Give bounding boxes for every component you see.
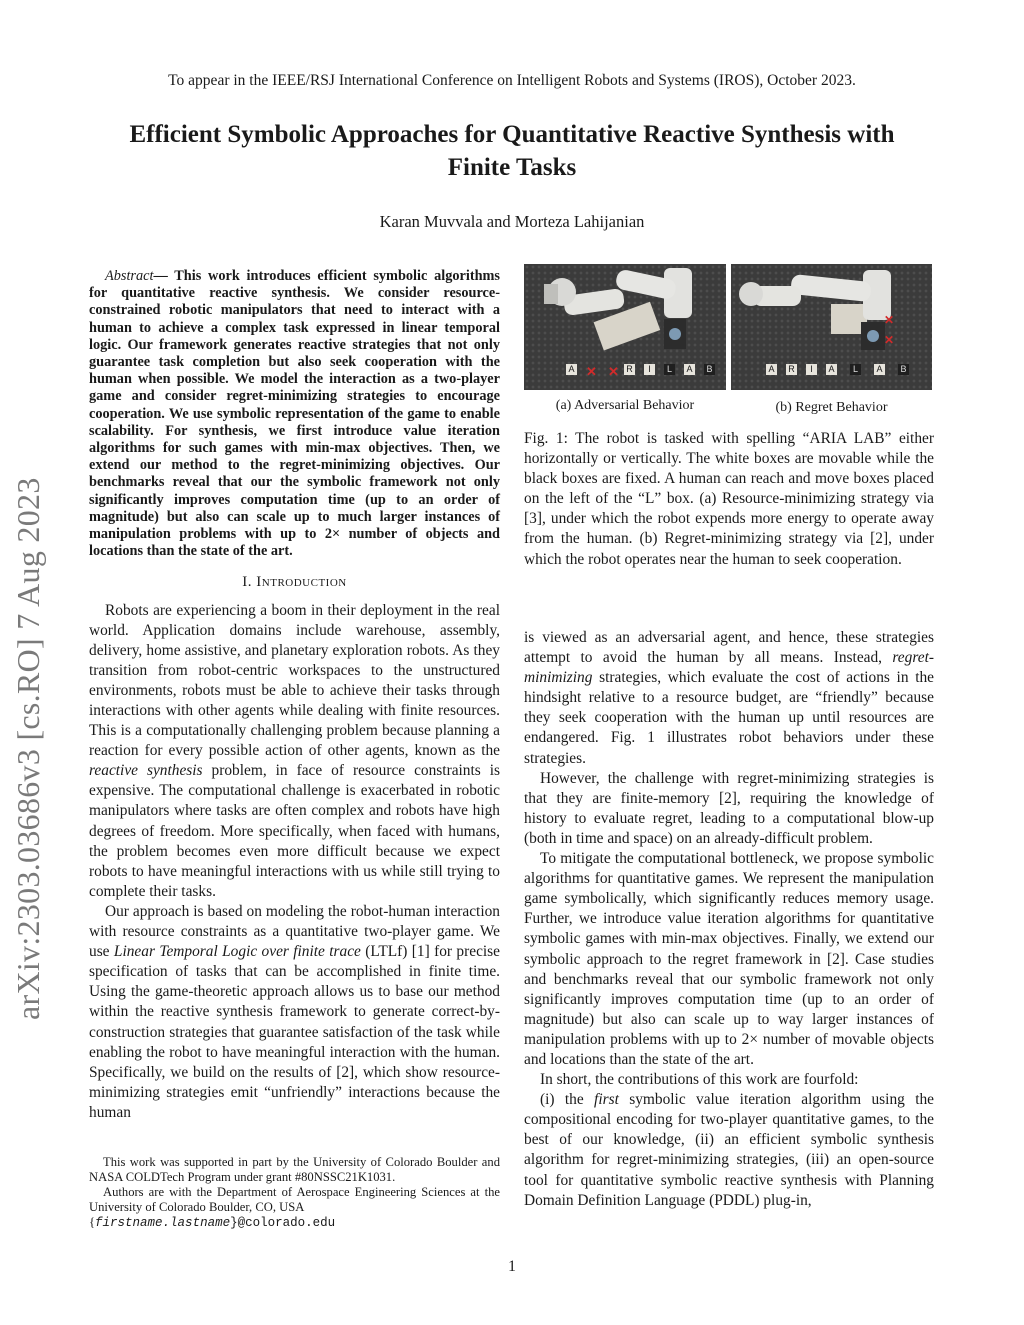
intro-p2-text: Our approach is based on modeling the robot-human interaction with resource constraints as a quantitative two-player game. We use xyxy=(89,902,500,961)
section-title: Introduction xyxy=(256,574,347,591)
page-number: 1 xyxy=(508,1258,516,1275)
right-p5-rest: symbolic value iteration algorithm using the compositional encoding for two-player quantitative games, to the best of our knowledge, (ii) an efficient symbolic synthesis algorithm for regret-minimizing strategies, (iii) an open-source tool for quantitative symbolic reactive synthesis with Planning Domain Definition Language (PDDL) plug-in, xyxy=(524,1091,934,1209)
intro-p2-emphasis: Linear Temporal Logic over finite trace xyxy=(113,943,361,961)
subcaption-b: (b) Regret Behavior xyxy=(775,400,888,415)
right-paragraph-5 xyxy=(524,1090,934,1211)
box-a-5: A xyxy=(684,364,695,375)
right-p1-rest: strategies, which evaluate the cost of actions in the hindsight relative to a resource budget, are “friendly” because they seek cooperation with the human up until resources are endangered. Fig. 1 illustrates robot behaviors under these strategies. xyxy=(524,669,934,767)
x-mark-icon: ✕ xyxy=(608,364,619,379)
conference-note: To appear in the IEEE/RSJ International Conference on Intelligent Robots and Systems (IROS), October 2023. xyxy=(168,72,856,89)
intro-p1-text: Robots are experiencing a boom in their deployment in the real world. Application domains include warehouse, assembly, delivery, home assistive, and planetary exploration robots. As they transition from robot-centric workspaces to the unstructured environments, robots must be able to achieve their tasks through interactions with other agents while dealing with finite resources. This is a computationally challenging problem because planning a reaction for every possible action of other agents, known as the xyxy=(89,601,500,760)
abstract xyxy=(89,268,500,560)
section-number: I. xyxy=(242,574,257,591)
intro-paragraph-2 xyxy=(89,902,500,1123)
letter-boxes-b xyxy=(766,364,926,384)
intro-paragraph-1 xyxy=(89,601,500,902)
authors: Karan Muvvala and Morteza Lahijanian xyxy=(379,212,645,231)
arxiv-identifier: arXiv:2303.03686v3 [cs.RO] 7 Aug 2023 xyxy=(10,477,46,1020)
right-p5-emphasis: first xyxy=(594,1091,619,1109)
right-column xyxy=(524,628,934,1211)
box-b-2: I xyxy=(806,364,817,375)
intro-p1-emphasis: reactive synthesis xyxy=(89,762,203,780)
subcaption-a: (a) Adversarial Behavior xyxy=(555,398,695,413)
box-a-0: A xyxy=(566,364,577,375)
box-b-3: A xyxy=(826,364,837,375)
right-p5-text: (i) the xyxy=(540,1091,584,1109)
x-mark-icon: ✕ xyxy=(884,313,895,327)
left-column xyxy=(89,268,500,1123)
right-paragraph-1 xyxy=(524,628,934,769)
email-line xyxy=(89,1215,335,1229)
x-marks-b xyxy=(884,310,894,350)
email-fields: firstname.lastname xyxy=(95,1216,231,1230)
box-a-2: I xyxy=(644,364,655,375)
x-mark-icon: ✕ xyxy=(586,364,597,379)
abstract-dash: — xyxy=(153,268,175,284)
right-p1-emphasis: regret-minimizing xyxy=(524,649,934,687)
abstract-text: This work introduces efficient symbolic algorithms for quantitative reactive synthesis. We consider resource-constrained robotic manipulators that need to interact with a human to achieve a complex task expressed in linear temporal logic. Our framework generates reactive strategies that not only guarantee task completion but also seek cooperation with the human when possible. We model the interaction as a two-player game and consider regret-minimizing strategies to encourage cooperation. We use symbolic representation of the game to enable scalability. For synthesis, we first introduce value iteration algorithms for such games with min-max objectives. Then, we extend our method to the regret-minimizing objectives. Our benchmarks reveal that our the symbolic framework not only significantly improves computation time (up to an order of magnitude) but also can scale up to much larger instances of manipulation problems with up to 2× number of objects and locations than the state of the art. xyxy=(89,268,500,560)
box-b-5: A xyxy=(874,364,885,375)
right-paragraph-2: However, the challenge with regret-minimizing strategies is that they are finite-memory [2], requiring the knowledge of history to evaluate regret, leading to a computational blow-up (both in time and space) on an already-difficult problem. xyxy=(524,769,934,847)
figure-caption xyxy=(524,429,934,570)
paper-title: Efficient Symbolic Approaches for Quantitative Reactive Synthesis with Finite Tasks xyxy=(129,121,895,181)
affiliation-note xyxy=(89,1185,500,1231)
abstract-label: Abstract xyxy=(105,268,154,284)
letter-boxes-a xyxy=(566,364,726,384)
footnote xyxy=(89,1155,500,1231)
intro-p2-rest: (LTLf) [1] for precise specification of tasks that can be accomplished in finite time. Using the game-theoretic approach allows us to base our method within the reactive synthesis framework to generate correct-by-construction strategies that guarantee satisfaction of the task while enabling the robot to have meaningful interaction with the human. Specifically, we build on the results of [2], which show resource-minimizing strategies emit “unfriendly” interactions because the human xyxy=(89,943,500,1121)
box-a-6: B xyxy=(704,364,715,375)
right-p1-text: is viewed as an adversarial agent, and hence, these strategies attempt to avoid the human by all means. Instead, xyxy=(524,629,934,667)
figure-caption-text: Fig. 1: The robot is tasked with spelling “ARIA LAB” either horizontally or vertically. The white boxes are movable while the black boxes are fixed. A human can reach and move boxes placed on the left of the “L” box. (a) Resource-minimizing strategy via [3], under which the robot expends more energy to operate away from the human. (b) Regret-minimizing strategy via [2], under which the robot operates near the human to seek cooperation. xyxy=(524,430,934,568)
box-b-4: L xyxy=(850,364,861,375)
section-heading xyxy=(89,572,500,592)
funding-note: This work was supported in part by the University of Colorado Boulder and NASA COLDTech Program under grant #80NSSC21K1031. xyxy=(89,1155,500,1184)
box-b-0: A xyxy=(766,364,777,375)
email-domain: }@colorado.edu xyxy=(230,1216,336,1230)
right-paragraph-4: In short, the contributions of this work are fourfold: xyxy=(540,1071,859,1089)
box-a-4: L xyxy=(664,364,675,375)
intro-p1-rest: problem, in face of resource constraints is expensive. The computational challenge is exacerbated in robotic manipulators where tasks are often complex and robots have high degrees of freedom. More specifically, when faced with humans, the problem becomes even more difficult because we expect robots to have meaningful interactions with us while still trying to complete their tasks. xyxy=(89,762,500,900)
right-paragraph-3: To mitigate the computational bottleneck, we propose symbolic algorithms for quantitative games. We represent the manipulation game symbolically, which significantly reduces memory usage. Further, we introduce value iteration algorithms for quantitative symbolic games with min-max objectives. Finally, we extend our symbolic approach to the regret framework in [2]. Case studies and benchmarks reveal that our symbolic framework not only significantly improves computation time (up to an order of magnitude) but also can scale up to way larger instances of manipulation problems with up to 2× number of movable objects and locations than the state of the art. xyxy=(524,850,934,1068)
affiliation-text: Authors are with the Department of Aerospace Engineering Sciences at the University of Colorado Boulder, CO, USA xyxy=(89,1185,500,1214)
box-b-1: R xyxy=(786,364,797,375)
box-b-6: B xyxy=(898,364,909,375)
x-mark-icon: ✕ xyxy=(884,333,895,347)
email-brace-open: { xyxy=(89,1215,96,1229)
box-a-1: R xyxy=(624,364,635,375)
